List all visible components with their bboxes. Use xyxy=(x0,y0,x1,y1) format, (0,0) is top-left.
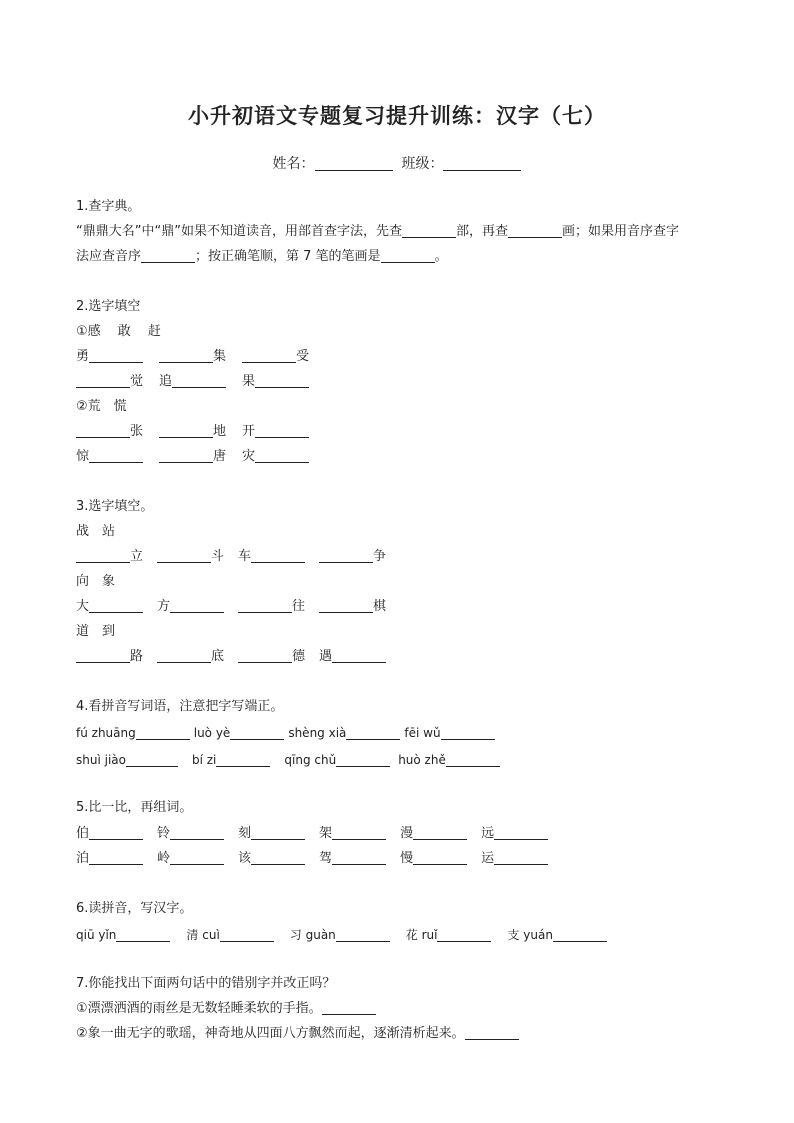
answer-blank[interactable] xyxy=(159,449,213,463)
q3-heading: 3.选字填空。 xyxy=(76,499,154,514)
char: 方 xyxy=(157,599,171,614)
pinyin: luò yè xyxy=(193,726,231,740)
char: 刻 xyxy=(238,826,252,841)
q1-text-d: 法应查音序 xyxy=(76,249,142,264)
answer-blank[interactable] xyxy=(322,1001,376,1015)
answer-blank[interactable] xyxy=(319,549,373,563)
char: 驾 xyxy=(319,851,333,866)
answer-blank[interactable] xyxy=(446,753,500,767)
answer-blank[interactable] xyxy=(251,851,305,865)
answer-blank[interactable] xyxy=(89,349,143,363)
answer-blank[interactable] xyxy=(441,726,495,740)
answer-blank[interactable] xyxy=(136,726,190,740)
q5-row1 xyxy=(76,826,548,842)
char: 灾 xyxy=(242,449,256,464)
char: 岭 xyxy=(157,851,171,866)
q1-text-a: “鼎鼎大名”中“鼎”如果不知道读音，用部首查字法，先查 xyxy=(76,224,402,239)
char: 张 xyxy=(130,424,144,439)
pinyin-item: qiū yǐn xyxy=(76,928,117,942)
pinyin-item: 清 cuì xyxy=(186,928,220,942)
sentence-text: ②象一曲无字的歌瑶，神奇地从四面八方飘然而起，逐渐清析起来。 xyxy=(76,1026,465,1041)
pinyin: shuì jiào xyxy=(76,753,126,767)
class-label: 班级： xyxy=(401,156,444,172)
char: 受 xyxy=(296,349,310,364)
answer-blank[interactable] xyxy=(242,349,296,363)
char: 开 xyxy=(242,424,256,439)
answer-blank[interactable] xyxy=(553,928,607,942)
pinyin-item: 习 guàn xyxy=(289,928,336,942)
answer-blank[interactable] xyxy=(116,928,170,942)
answer-blank[interactable] xyxy=(170,599,224,613)
answer-blank[interactable] xyxy=(170,826,224,840)
answer-blank[interactable] xyxy=(76,374,130,388)
char: 架 xyxy=(319,826,333,841)
char: 斗 xyxy=(211,549,225,564)
answer-blank[interactable] xyxy=(319,599,373,613)
char: 往 xyxy=(292,599,306,614)
answer-blank[interactable] xyxy=(346,726,400,740)
answer-blank[interactable] xyxy=(141,249,195,263)
answer-blank[interactable] xyxy=(255,449,309,463)
q4-heading: 4.看拼音写词语，注意把字写端正。 xyxy=(76,699,284,714)
answer-blank[interactable] xyxy=(216,753,270,767)
q4-row1 xyxy=(76,725,495,741)
char: 运 xyxy=(481,851,495,866)
answer-blank[interactable] xyxy=(494,851,548,865)
q2-group2-row2 xyxy=(76,449,309,465)
answer-blank[interactable] xyxy=(381,249,435,263)
q7-heading: 7.你能找出下面两句话中的错别字并改正吗？ xyxy=(76,976,336,991)
char: 集 xyxy=(213,349,227,364)
q2-group1-row1 xyxy=(76,349,309,365)
pinyin-item: 花 ruǐ xyxy=(405,928,438,942)
answer-blank[interactable] xyxy=(336,928,390,942)
name-blank[interactable] xyxy=(315,156,393,171)
answer-blank[interactable] xyxy=(413,851,467,865)
char: 遇 xyxy=(319,649,333,664)
answer-blank[interactable] xyxy=(238,599,292,613)
answer-blank[interactable] xyxy=(157,549,211,563)
pinyin: shèng xià xyxy=(288,726,347,740)
q3-group1-label: 战 站 xyxy=(76,524,116,539)
name-label: 姓名： xyxy=(272,156,315,172)
q2-heading: 2.选字填空 xyxy=(76,299,141,314)
answer-blank[interactable] xyxy=(251,549,305,563)
q5-row2 xyxy=(76,851,548,867)
q2-group2-row1 xyxy=(76,424,309,440)
q3-group2-label: 向 象 xyxy=(76,574,116,589)
answer-blank[interactable] xyxy=(230,726,284,740)
q6-row xyxy=(76,927,607,944)
answer-blank[interactable] xyxy=(170,851,224,865)
q3-group1-row xyxy=(76,549,386,565)
answer-blank[interactable] xyxy=(402,224,456,238)
answer-blank[interactable] xyxy=(172,374,226,388)
char: 泊 xyxy=(76,851,90,866)
char: 追 xyxy=(159,374,173,389)
q5-heading: 5.比一比，再组词。 xyxy=(76,800,193,815)
q3-group2-row xyxy=(76,599,386,615)
answer-blank[interactable] xyxy=(89,449,143,463)
q7-sentence1 xyxy=(76,1001,376,1017)
answer-blank[interactable] xyxy=(494,826,548,840)
char: 底 xyxy=(211,649,225,664)
answer-blank[interactable] xyxy=(159,424,213,438)
answer-blank[interactable] xyxy=(336,753,390,767)
pinyin: bí zi xyxy=(191,753,217,767)
pinyin: fēi wǔ xyxy=(404,726,441,740)
q4-row2 xyxy=(76,752,500,768)
answer-blank[interactable] xyxy=(159,349,213,363)
answer-blank[interactable] xyxy=(251,826,305,840)
char: 远 xyxy=(481,826,495,841)
answer-blank[interactable] xyxy=(238,649,292,663)
answer-blank[interactable] xyxy=(76,424,130,438)
answer-blank[interactable] xyxy=(89,826,143,840)
char: 慢 xyxy=(400,851,414,866)
pinyin: huò zhě xyxy=(398,753,446,767)
char: 觉 xyxy=(130,374,144,389)
q1-text-c: 画；如果用音序查字 xyxy=(561,224,679,239)
char: 唐 xyxy=(213,449,227,464)
q6-heading: 6.读拼音，写汉字。 xyxy=(76,901,193,916)
answer-blank[interactable] xyxy=(76,549,130,563)
q1-line2 xyxy=(76,249,448,265)
pinyin-item: 支 yuán xyxy=(507,928,553,942)
answer-blank[interactable] xyxy=(126,753,178,767)
answer-blank[interactable] xyxy=(332,649,386,663)
char: 果 xyxy=(242,374,256,389)
pinyin: fú zhuāng xyxy=(76,726,136,740)
q2-group1-label: ①感 敢 赶 xyxy=(76,324,161,339)
answer-blank[interactable] xyxy=(255,424,309,438)
q3-group3-row xyxy=(76,649,386,665)
char: 地 xyxy=(213,424,227,439)
q2-group1-row2 xyxy=(76,374,309,390)
answer-blank[interactable] xyxy=(76,649,130,663)
answer-blank[interactable] xyxy=(220,928,274,942)
answer-blank[interactable] xyxy=(332,851,386,865)
page-title: 小升初语文专题复习提升训练：汉字（七） xyxy=(188,103,606,128)
answer-blank[interactable] xyxy=(89,599,143,613)
char: 铃 xyxy=(157,826,171,841)
char: 勇 xyxy=(76,349,90,364)
answer-blank[interactable] xyxy=(508,224,562,238)
char: 争 xyxy=(373,549,387,564)
answer-blank[interactable] xyxy=(413,826,467,840)
answer-blank[interactable] xyxy=(157,649,211,663)
answer-blank[interactable] xyxy=(89,851,143,865)
answer-blank[interactable] xyxy=(255,374,309,388)
char: 路 xyxy=(130,649,144,664)
char: 大 xyxy=(76,599,90,614)
q1-text-e: ；按正确笔顺，第 7 笔的笔画是 xyxy=(195,249,381,264)
char: 德 xyxy=(292,649,306,664)
q1-text-b: 部，再查 xyxy=(455,224,508,239)
class-blank[interactable] xyxy=(443,156,521,171)
q7-sentence2 xyxy=(76,1026,519,1042)
q1-heading: 1.查字典。 xyxy=(76,199,141,214)
q1-text-f: 。 xyxy=(434,249,448,264)
pinyin: qīng chǔ xyxy=(284,753,337,767)
char: 立 xyxy=(130,549,144,564)
q3-group3-label: 道 到 xyxy=(76,624,116,639)
q2-group2-label: ②荒 慌 xyxy=(76,399,127,414)
answer-blank[interactable] xyxy=(332,826,386,840)
q1-line1 xyxy=(76,224,679,240)
char: 该 xyxy=(238,851,252,866)
char: 棋 xyxy=(373,599,387,614)
char: 伯 xyxy=(76,826,90,841)
student-info-line xyxy=(0,153,794,173)
sentence-text: ①漂漂洒酒的雨丝是无数轻睡柔软的手指。 xyxy=(76,1001,322,1016)
answer-blank[interactable] xyxy=(465,1026,519,1040)
char: 车 xyxy=(238,549,252,564)
char: 惊 xyxy=(76,449,90,464)
answer-blank[interactable] xyxy=(437,928,491,942)
char: 漫 xyxy=(400,826,414,841)
